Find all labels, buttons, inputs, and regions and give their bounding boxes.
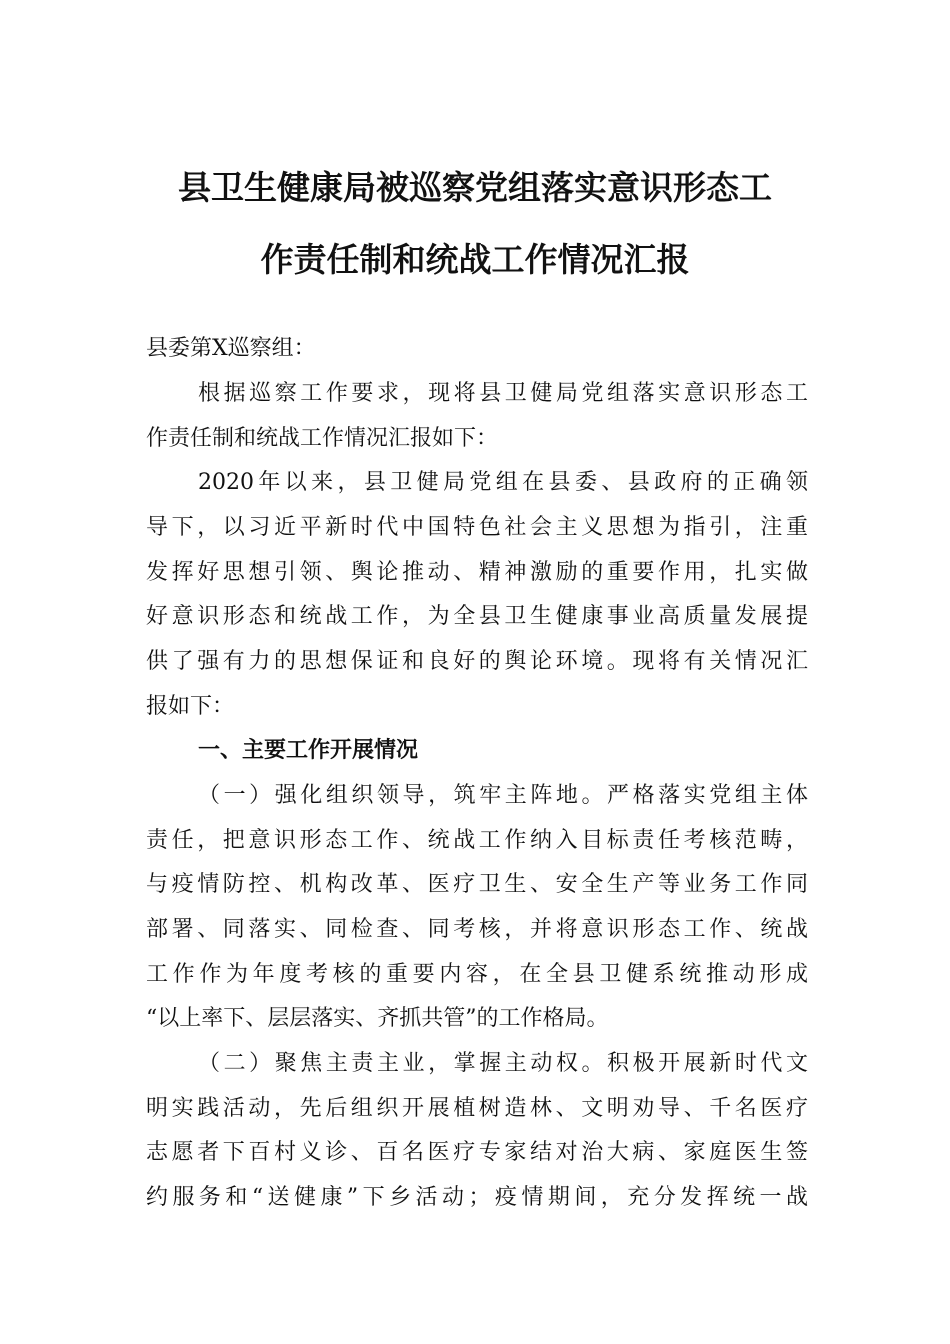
section-heading: 一、主要工作开展情况 [198, 738, 419, 763]
paragraph-line: 供了强有力的思想保证和良好的舆论环境。现将有关情况汇 [146, 649, 808, 674]
paragraph-line: 约服务和“送健康”下乡活动；疫情期间，充分发挥统一战 [146, 1185, 808, 1210]
paragraph-line: 与疫情防控、机构改革、医疗卫生、安全生产等业务工作同 [146, 872, 808, 897]
paragraph-line: 责任，把意识形态工作、统战工作纳入目标责任考核范畴， [146, 828, 808, 853]
document-title-line-1: 县卫生健康局被巡察党组落实意识形态工 [178, 168, 772, 207]
paragraph-line: 工作作为年度考核的重要内容，在全县卫健系统推动形成 [146, 962, 808, 987]
paragraph-line: 2020年以来，县卫健局党组在县委、县政府的正确领 [198, 470, 808, 495]
paragraph-line: “以上率下、层层落实、齐抓共管”的工作格局。 [146, 1006, 609, 1031]
document-title-line-2: 作责任制和统战工作情况汇报 [260, 240, 690, 279]
paragraph-line: 好意识形态和统战工作，为全县卫生健康事业高质量发展提 [146, 604, 808, 629]
salutation: 县委第X巡察组： [146, 336, 316, 361]
paragraph-line: 部署、同落实、同检查、同考核，并将意识形态工作、统战 [146, 917, 808, 942]
paragraph-line: 志愿者下百村义诊、百名医疗专家结对治大病、家庭医生签 [146, 1140, 808, 1165]
paragraph-line: 报如下： [146, 694, 235, 719]
paragraph-line: 导下，以习近平新时代中国特色社会主义思想为指引，注重 [146, 515, 808, 540]
paragraph-line: 明实践活动，先后组织开展植树造林、文明劝导、千名医疗 [146, 1096, 808, 1121]
paragraph-line: 根据巡察工作要求，现将县卫健局党组落实意识形态工 [198, 381, 808, 406]
paragraph-line: （二）聚焦主责主业，掌握主动权。积极开展新时代文 [198, 1051, 808, 1076]
paragraph-line: 作责任制和统战工作情况汇报如下： [146, 426, 499, 451]
paragraph-line: （一）强化组织领导，筑牢主阵地。严格落实党组主体 [198, 783, 808, 808]
paragraph-line: 发挥好思想引领、舆论推动、精神激励的重要作用，扎实做 [146, 560, 808, 585]
